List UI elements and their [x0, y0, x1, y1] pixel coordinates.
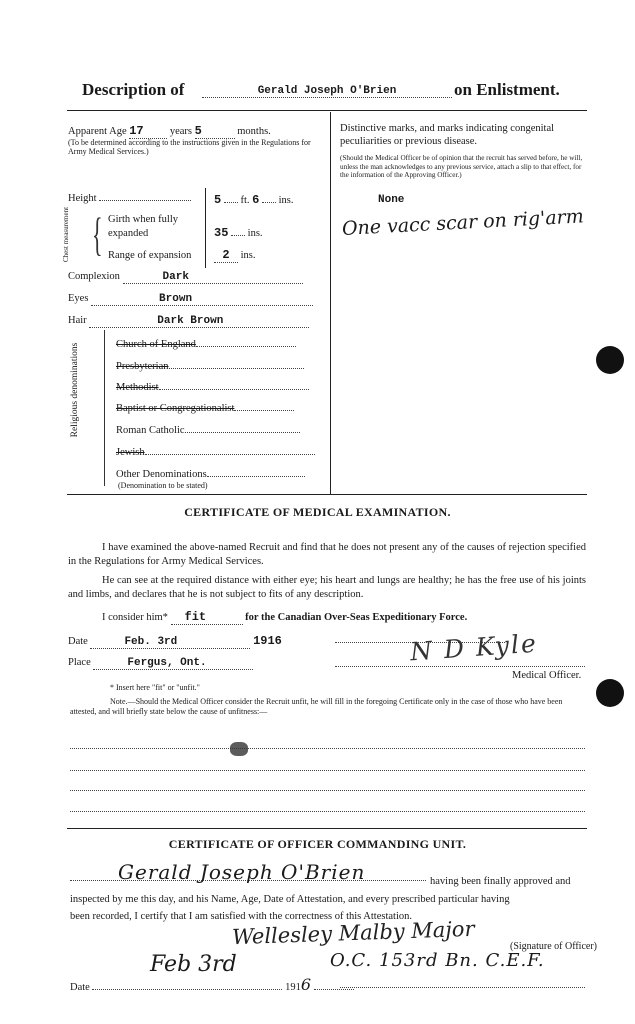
eyes-row [68, 293, 313, 306]
age-months: 5 [195, 124, 235, 139]
consider-label: I consider him* [102, 612, 168, 623]
commanding-text-a: having been finally approved and [430, 876, 571, 887]
complexion-label: Complexion [68, 271, 120, 282]
medical-date-year: 1916 [253, 634, 282, 648]
commanding-date-handwritten: Feb 3rd [150, 952, 237, 977]
girth-label: Girth when fully expanded [108, 214, 178, 239]
religion-row [116, 339, 296, 350]
marks-value: None [378, 194, 405, 206]
officer-signature: Wellesley Malby Major [231, 916, 475, 950]
religion-baptist: Baptist or Congregationalist [116, 403, 235, 414]
religion-row [116, 469, 305, 480]
girth-unit: ins. [247, 228, 263, 239]
commanding-date-label: Date [70, 982, 90, 993]
unit-handwritten: O.C. 153rd Bn. C.E.F. [330, 950, 545, 971]
religion-other: Other Denominations [116, 469, 207, 480]
eyes-value: Brown [91, 293, 313, 306]
religion-methodist: Methodist [116, 382, 159, 393]
punch-hole [596, 679, 624, 707]
chest-brace: { [92, 207, 103, 261]
commanding-year-hand: 6 [300, 975, 312, 994]
range-unit: ins. [240, 250, 256, 261]
height-values [214, 193, 293, 207]
religion-row [116, 403, 294, 414]
commanding-text-b: inspected by me this day, and his Name, Age, Date of Attestation, and every prescribed particular having [70, 894, 510, 905]
hair-label: Hair [68, 315, 87, 326]
unfit-line [70, 748, 585, 749]
section-rule [67, 494, 587, 495]
religion-label: Religious denominations [70, 342, 80, 438]
marks-handwritten: One vacc scar on rig'arm [341, 205, 585, 240]
height-row [68, 193, 191, 204]
unfit-line [70, 811, 585, 812]
height-in: 6 [252, 193, 260, 207]
unfit-line [70, 790, 585, 791]
hair-value: Dark Brown [89, 315, 309, 328]
commanding-heading: CERTIFICATE OF OFFICER COMMANDING UNIT. [168, 837, 467, 851]
medical-date-label: Date [68, 636, 88, 647]
insert-note: * Insert here "fit" or "unfit." [110, 683, 200, 692]
marks-heading: Distinctive marks, and marks indicating congenital peculiarities or previous disease. [340, 123, 555, 147]
ins-label: ins. [278, 195, 294, 206]
complexion-row [68, 271, 303, 284]
unfit-line [70, 770, 585, 771]
commanding-date-row [70, 975, 354, 994]
marks-note: (Should the Medical Officer be of opinion that the recruit has served before, he will, unless the man acknowledges to any previous service, attach a slip to that effect, for the information of the Approving Officer.) [340, 154, 583, 179]
months-label: months. [237, 126, 271, 137]
medical-para-2: He can see at the required distance with either eye; his heart and lungs are healthy; he has the free use of his joints and limbs, and declares that he is not subject to fits of any description. [68, 575, 586, 600]
section-rule-2 [67, 828, 587, 829]
medical-heading: CERTIFICATE OF MEDICAL EXAMINATION. [184, 505, 451, 519]
ft-label: ft. [240, 195, 250, 206]
nota-label: Note. [110, 697, 128, 706]
force-label: for the Canadian Over-Seas Expeditionary Force. [245, 612, 468, 623]
height-ft: 5 [214, 193, 222, 207]
medical-officer-label: Medical Officer. [512, 670, 582, 681]
medical-place-value: Fergus, Ont. [93, 657, 253, 670]
girth-values [214, 226, 263, 240]
medical-officer-signature: N D Kyle [409, 628, 539, 667]
religion-row [116, 447, 315, 458]
recruit-signature: Gerald Joseph O'Brien [118, 860, 366, 884]
nota-text: —Should the Medical Officer consider the Recruit unfit, he will fill in the foregoing Certificate only in the case of those who have been attested, and will briefly state below the cause of unfitness:— [70, 697, 563, 716]
punch-hole [596, 346, 624, 374]
officer-signature-label: (Signature of Officer) [510, 941, 598, 952]
years-label: years [169, 126, 193, 137]
commanding-text-c: been recorded, I certify that I am satisfied with the correctness of this Attestation. [70, 911, 413, 922]
hair-row [68, 315, 309, 328]
religion-church-of-england: Church of England [116, 339, 196, 350]
medical-date-value: Feb. 3rd [90, 636, 250, 649]
range-values [214, 248, 256, 263]
religion-presbyterian: Presbyterian [116, 361, 169, 372]
header-title-left: Description of [82, 80, 185, 99]
medical-place-label: Place [68, 657, 91, 668]
age-row [68, 124, 271, 139]
medical-date-row [68, 634, 282, 649]
eyes-label: Eyes [68, 293, 89, 304]
range-value: 2 [214, 248, 238, 263]
recruit-name: Gerald Joseph O'Brien [202, 85, 452, 98]
nota [70, 697, 590, 717]
commanding-year-print: 191 [285, 982, 301, 993]
denomination-note: (Denomination to be stated) [118, 481, 208, 490]
religion-row [116, 425, 300, 436]
complexion-value: Dark [123, 271, 303, 284]
religion-row [116, 361, 304, 372]
column-divider [330, 112, 331, 494]
religion-roman-catholic: Roman Catholic [116, 425, 185, 436]
chest-label: Chest measurement [62, 206, 70, 262]
header-rule [67, 110, 587, 111]
medical-place-row [68, 657, 253, 670]
header-title-right: on Enlistment. [454, 80, 560, 99]
height-label: Height [68, 193, 97, 204]
religion-row [116, 382, 309, 393]
girth-value: 35 [214, 226, 229, 240]
religion-jewish: Jewish [116, 447, 145, 458]
ink-blot [230, 742, 248, 756]
age-years: 17 [129, 124, 167, 139]
medical-para-1: I have examined the above-named Recruit and find that he does not present any of the causes of rejection specified in the Regulations for Army Medical Services. [68, 542, 586, 567]
consider-row [102, 610, 467, 625]
age-note: (To be determined according to the instructions given in the Regulations for Army Medical Services.) [68, 138, 311, 156]
consider-value: fit [171, 610, 243, 625]
range-label: Range of expansion [108, 250, 192, 261]
age-label: Apparent Age [68, 126, 127, 137]
